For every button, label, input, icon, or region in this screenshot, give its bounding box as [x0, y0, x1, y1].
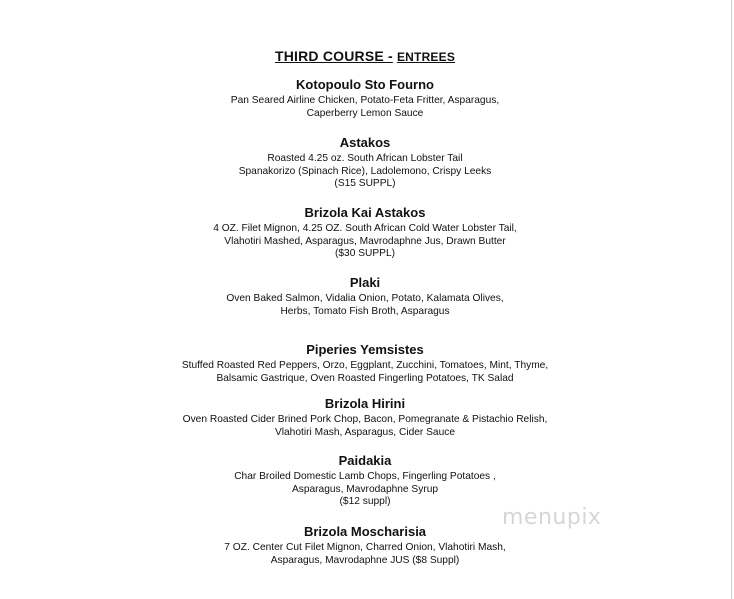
dish-name: Plaki: [349, 275, 381, 290]
dish-supplement: (S15 SUPPL): [334, 178, 396, 189]
menu-item-kotopoulo: [0, 76, 730, 120]
dish-description-line: Oven Roasted Cider Brined Pork Chop, Bacon, Pomegranate & Pistachio Relish,: [182, 414, 548, 425]
dish-description-line: Roasted 4.25 oz. South African Lobster Tail: [267, 153, 463, 164]
dish-description-line: Pan Seared Airline Chicken, Potato-Feta Fritter, Asparagus,: [230, 95, 500, 106]
menu-item-brizola-hirini: [0, 395, 730, 439]
course-subtitle: ENTREES: [396, 50, 456, 64]
dish-description-line: Oven Baked Salmon, Vidalia Onion, Potato, Kalamata Olives,: [226, 293, 504, 304]
course-heading: [0, 47, 730, 66]
dish-description-line: Asparagus, Mavrodaphne JUS ($8 Suppl): [270, 554, 460, 566]
menu-item-paidakia: [0, 452, 730, 509]
dish-name: Paidakia: [338, 453, 392, 468]
page-edge-divider: [731, 0, 732, 599]
dish-name: Piperies Yemsistes: [306, 342, 424, 357]
dish-name: Brizola Moscharisia: [303, 524, 427, 539]
dish-name: Kotopoulo Sto Fourno: [296, 77, 434, 92]
dish-description-line: Stuffed Roasted Red Peppers, Orzo, Eggplant, Zucchini, Tomatoes, Mint, Thyme,: [181, 360, 549, 371]
course-title: THIRD COURSE -: [274, 48, 393, 64]
menu-item-plaki: [0, 274, 730, 318]
dish-description-line: Vlahotiri Mash, Asparagus, Cider Sauce: [274, 426, 456, 438]
dish-description-line: Asparagus, Mavrodaphne Syrup: [291, 483, 439, 495]
dish-supplement: ($12 suppl): [339, 496, 391, 507]
dish-description-line: Herbs, Tomato Fish Broth, Asparagus: [280, 305, 450, 317]
menu-item-astakos: [0, 134, 730, 191]
dish-name: Brizola Kai Astakos: [304, 205, 426, 220]
dish-description-line: Spanakorizo (Spinach Rice), Ladolemono, Crispy Leeks: [238, 165, 492, 177]
menu-item-piperies-yemsistes: [0, 341, 730, 385]
menu-item-brizola-kai-astakos: [0, 204, 730, 261]
dish-description-line: Char Broiled Domestic Lamb Chops, Fingerling Potatoes ,: [234, 471, 496, 482]
dish-supplement: ($30 SUPPL): [334, 248, 396, 259]
dish-description-line: 4 OZ. Filet Mignon, 4.25 OZ. South African Cold Water Lobster Tail,: [213, 223, 517, 234]
dish-description-line: Balsamic Gastrique, Oven Roasted Fingerling Potatoes, TK Salad: [216, 372, 514, 384]
menupix-watermark: menupix: [502, 505, 602, 530]
dish-description-line: Vlahotiri Mashed, Asparagus, Mavrodaphne Jus, Drawn Butter: [224, 235, 506, 247]
dish-name: Astakos: [339, 135, 391, 150]
dish-name: Brizola Hirini: [324, 396, 406, 411]
dish-description-line: 7 OZ. Center Cut Filet Mignon, Charred Onion, Vlahotiri Mash,: [224, 542, 506, 553]
menu-item-brizola-moscharisia: [0, 523, 730, 567]
dish-description-line: Caperberry Lemon Sauce: [306, 107, 424, 119]
